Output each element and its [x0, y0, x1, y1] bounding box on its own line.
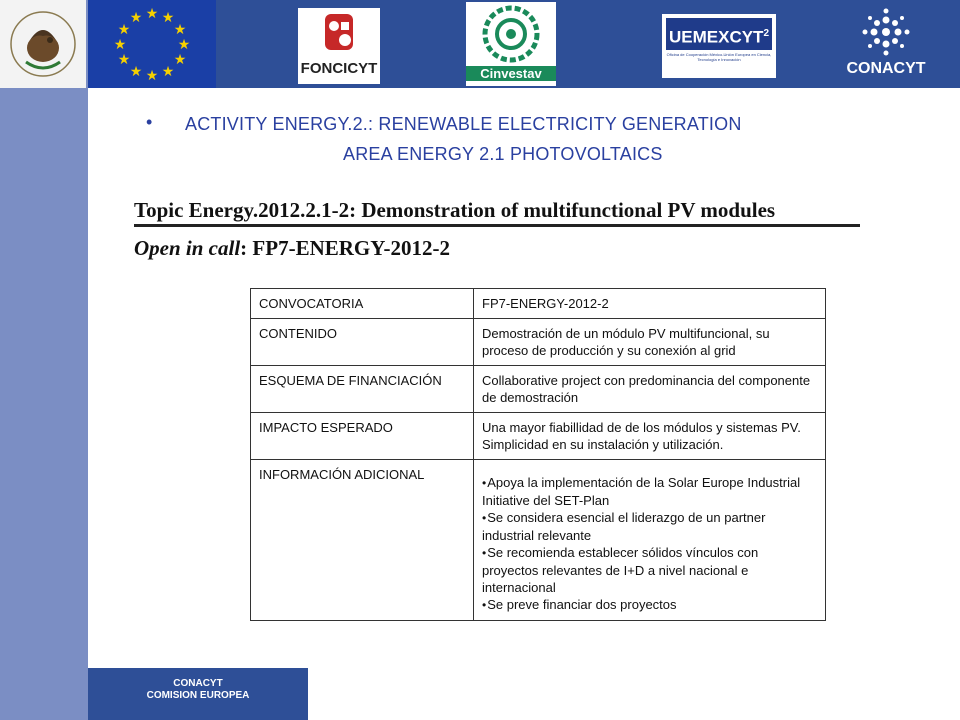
row-value: FP7-ENERGY-2012-2: [474, 289, 826, 319]
uemexcyt-subtitle: Oficina de Cooperación México-Unión Europea en Ciencia, Tecnología e Innovación: [666, 52, 772, 62]
row-key: INFORMACIÓN ADICIONAL: [251, 460, 474, 621]
svg-text:★: ★: [161, 10, 175, 26]
conacyt-dots-icon: [846, 8, 926, 58]
foncicyt-logo: [298, 8, 380, 84]
cinvestav-text: Cinvestav: [466, 66, 556, 81]
topic-underline: [134, 224, 860, 227]
svg-text:★: ★: [173, 52, 187, 68]
call-info-table: [250, 288, 826, 621]
list-item: • Se considera esencial el liderazgo de un partner industrial relevante: [482, 509, 817, 544]
svg-text:★: ★: [145, 68, 159, 84]
mexico-eagle-icon: [0, 0, 86, 88]
additional-info-list: [482, 474, 817, 614]
footer-line-2: COMISION EUROPEA: [146, 690, 250, 701]
open-in-call-value: : FP7-ENERGY-2012-2: [240, 236, 450, 260]
footer-line-1: CONACYT: [173, 678, 223, 689]
svg-text:★: ★: [177, 37, 191, 53]
uemexcyt-logo: [662, 14, 776, 78]
conacyt-text: CONACYT: [846, 60, 926, 77]
headline-bullet-icon: •: [146, 112, 153, 132]
row-key: ESQUEMA DE FINANCIACIÓN: [251, 366, 474, 413]
cinvestav-emblem-icon: [466, 2, 556, 64]
table-row: [251, 289, 826, 319]
row-key: CONVOCATORIA: [251, 289, 474, 319]
svg-text:★: ★: [161, 64, 175, 80]
row-value-bullets: [474, 460, 826, 621]
svg-text:★: ★: [173, 22, 187, 38]
uemexcyt-sup: 2: [763, 28, 770, 39]
cinvestav-logo: [466, 2, 556, 86]
activity-heading: ACTIVITY ENERGY.2.: RENEWABLE ELECTRICITY GENERATION: [185, 114, 742, 134]
mexico-coat-of-arms-logo: [0, 0, 86, 88]
eu-stars-icon: [88, 0, 216, 88]
open-in-call-label: Open in call: [134, 236, 241, 260]
foncicyt-text: FONCICYT: [300, 60, 378, 77]
svg-text:★: ★: [129, 10, 143, 26]
row-key: IMPACTO ESPERADO: [251, 413, 474, 460]
table-row: [251, 413, 826, 460]
conacyt-logo: [846, 8, 926, 84]
row-key: CONTENIDO: [251, 319, 474, 366]
list-item: • Se preve financiar dos proyectos: [482, 596, 817, 614]
row-value: Collaborative project con predominancia del componente de demostración: [474, 366, 826, 413]
table-row: [251, 460, 826, 621]
svg-text:★: ★: [113, 37, 127, 53]
svg-text:★: ★: [117, 52, 131, 68]
foncicyt-mark-icon: [298, 8, 380, 60]
table-row: [251, 319, 826, 366]
list-item: • Apoya la implementación de la Solar Europe Industrial Initiative del SET-Plan: [482, 474, 817, 509]
footer-band: [88, 668, 308, 720]
row-value: Una mayor fiabillidad de de los módulos y sistemas PV. Simplicidad en su instalación y utilización.: [474, 413, 826, 460]
area-heading: AREA ENERGY 2.1 PHOTOVOLTAICS: [343, 144, 663, 164]
svg-text:★: ★: [145, 6, 159, 22]
table-row: [251, 366, 826, 413]
list-item: • Se recomienda establecer sólidos vínculos con proyectos relevantes de I+D a nivel nacional e internacional: [482, 544, 817, 596]
open-in-call: [134, 236, 450, 261]
eu-flag-logo: [88, 0, 216, 88]
topic-title: Topic Energy.2012.2.1-2: Demonstration of multifunctional PV modules: [134, 198, 776, 222]
svg-text:★: ★: [117, 22, 131, 38]
row-value: Demostración de un módulo PV multifuncional, su proceso de producción y su conexión al grid: [474, 319, 826, 366]
svg-text:★: ★: [129, 64, 143, 80]
uemexcyt-text: UEMEXCYT: [668, 27, 764, 47]
left-sidebar-bar: [0, 0, 88, 720]
